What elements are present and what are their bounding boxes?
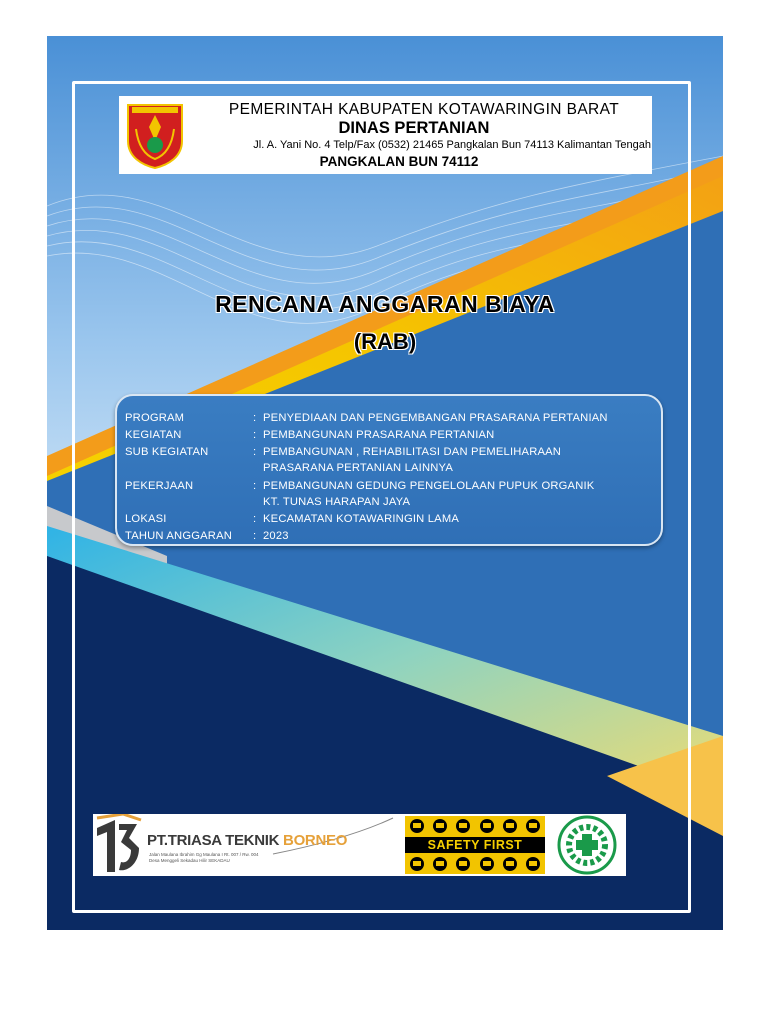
info-row-kegiatan: KEGIATAN : PEMBANGUNAN PRASARANA PERTANIAN	[125, 429, 495, 441]
contractor-logo	[93, 814, 403, 876]
header-line-government: PEMERINTAH KABUPATEN KOTAWARINGIN BARAT	[228, 101, 620, 118]
company-address: Jalan Maulana Ibrahim Gg Maulana I Rt. 007 / Rw. 004 Desa Menggeli Sekadau Hilir SEKADAU	[149, 852, 259, 863]
header-line-city: PANGKALAN BUN 74112	[319, 154, 479, 169]
company-name: PT.TRIASA TEKNIK	[147, 832, 284, 849]
header-line-address: Jl. A. Yani No. 4 Telp/Fax (0532) 21465 Pangkalan Bun 74113 Kalimantan Tengah	[253, 139, 651, 151]
contractor-banner	[93, 814, 626, 876]
info-row-program: PROGRAM : PENYEDIAAN DAN PENGEMBANGAN PRASARANA PERTANIAN	[125, 412, 608, 424]
info-row-pekerjaan: PEKERJAAN : PEMBANGUNAN GEDUNG PENGELOLAAN PUPUK ORGANIK KT. TUNAS HARAPAN JAYA	[125, 480, 595, 508]
letterhead	[119, 96, 652, 174]
document-subtitle: (RAB)	[353, 329, 417, 354]
info-row-sub-kegiatan: SUB KEGIATAN : PEMBANGUNAN , REHABILITASI DAN PEMELIHARAAN PRASARANA PERTANIAN LAINNYA	[125, 446, 562, 474]
cover-page	[47, 36, 723, 930]
info-row-tahun-anggaran: TAHUN ANGGARAN : 2023	[125, 530, 289, 542]
document-title: RENCANA ANGGARAN BIAYA	[215, 291, 555, 317]
header-line-department: DINAS PERTANIAN	[338, 119, 490, 137]
k3-safety-emblem	[548, 814, 626, 876]
company-name-accent: BORNEO	[283, 832, 348, 849]
info-row-lokasi: LOKASI : KECAMATAN KOTAWARINGIN LAMA	[125, 513, 460, 525]
safety-first-sign	[405, 816, 545, 874]
safety-first-label: SAFETY FIRST	[405, 837, 545, 853]
project-info-box	[115, 394, 663, 546]
